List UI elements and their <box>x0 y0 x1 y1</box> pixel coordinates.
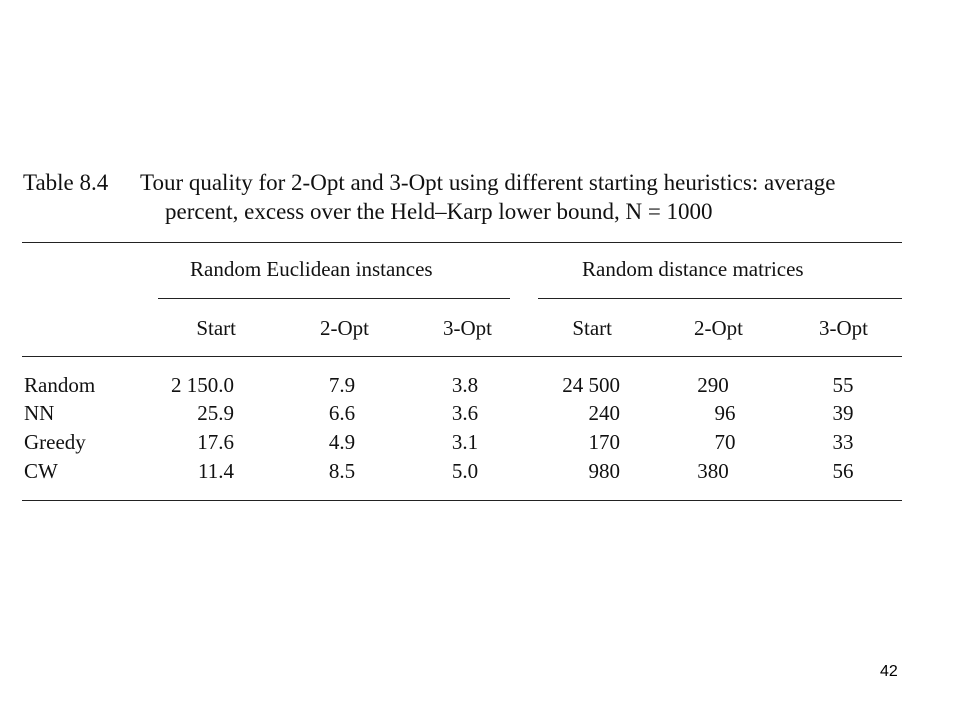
table-cell: 3.6 <box>451 401 479 425</box>
table-cell: 33 <box>832 430 854 454</box>
col-header-start: Start <box>572 316 612 340</box>
table-cell: 6.6 <box>328 401 356 425</box>
table-cell: 240 <box>588 401 620 425</box>
table-caption-line-1: Tour quality for 2-Opt and 3-Opt using different starting heuristics: average <box>140 170 836 195</box>
row-label-greedy: Greedy <box>24 430 86 454</box>
bottom-rule <box>22 500 902 501</box>
table-cell: 290 <box>697 373 729 397</box>
table-cell: 25.9 <box>197 401 234 425</box>
table-cell: 70 <box>714 430 736 454</box>
table-cell: 3.8 <box>451 373 479 397</box>
table-cell: 24 500 <box>562 373 620 397</box>
col-header-3opt: 3-Opt <box>819 316 868 340</box>
col-header-start: Start <box>196 316 236 340</box>
group-rule-distance-matrices <box>538 298 902 299</box>
page-number: 42 <box>880 663 898 680</box>
table-cell: 7.9 <box>328 373 356 397</box>
table-cell: 3.1 <box>451 430 479 454</box>
table-cell: 980 <box>588 459 620 483</box>
row-label-nn: NN <box>24 401 55 425</box>
table-cell: 170 <box>588 430 620 454</box>
table-cell: 17.6 <box>197 430 234 454</box>
table-cell: 56 <box>832 459 854 483</box>
table-cell: 380 <box>697 459 729 483</box>
col-header-3opt: 3-Opt <box>443 316 492 340</box>
table-cell: 96 <box>714 401 736 425</box>
top-rule <box>22 242 902 243</box>
table-cell: 4.9 <box>328 430 356 454</box>
table-cell: 55 <box>832 373 854 397</box>
row-label-random: Random <box>24 373 96 397</box>
col-header-2opt: 2-Opt <box>320 316 369 340</box>
table-caption-line-2: percent, excess over the Held–Karp lower bound, N = 1000 <box>165 199 713 224</box>
header-rule <box>22 356 902 357</box>
group-header-euclidean: Random Euclidean instances <box>190 257 433 281</box>
table-label: Table 8.4 <box>23 170 109 195</box>
group-rule-euclidean <box>158 298 510 299</box>
table-cell: 5.0 <box>451 459 479 483</box>
col-header-2opt: 2-Opt <box>694 316 743 340</box>
table-cell: 2 150.0 <box>171 373 234 397</box>
row-label-cw: CW <box>24 459 58 483</box>
group-header-distance-matrices: Random distance matrices <box>582 257 804 281</box>
table-cell: 39 <box>832 401 854 425</box>
table-cell: 11.4 <box>198 459 234 483</box>
table-cell: 8.5 <box>328 459 356 483</box>
